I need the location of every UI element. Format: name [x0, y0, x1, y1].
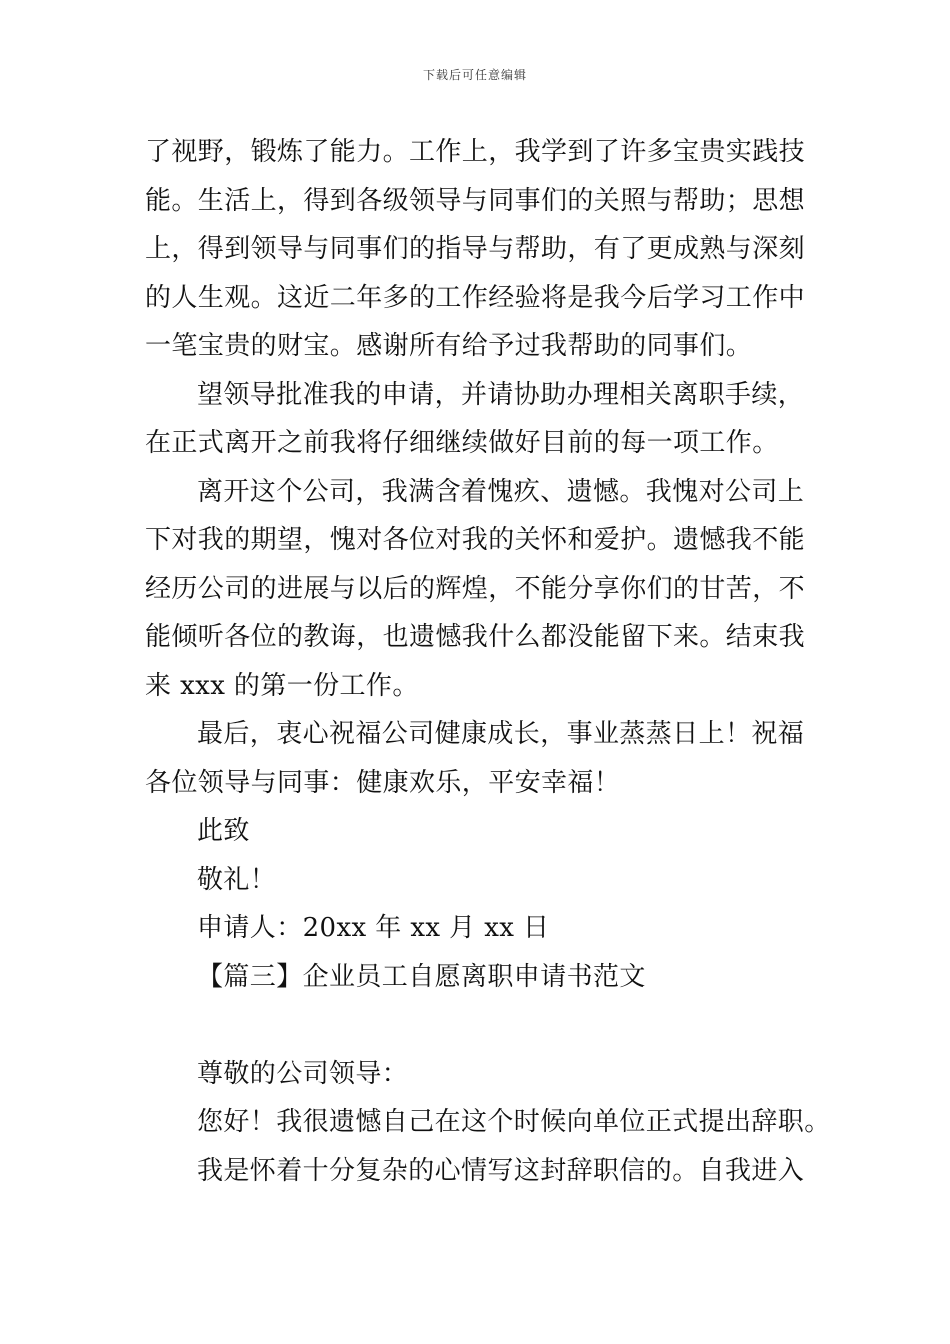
closing-line: 此致: [197, 816, 250, 846]
salutation-line: 敬礼！: [197, 864, 277, 895]
paragraph-line: 望领导批准我的申请，并请协助办理相关离职手续，: [197, 379, 805, 410]
paragraph-line: 的人生观。这近二年多的工作经验将是我今后学习工作中: [145, 282, 806, 313]
paragraph-line: 经历公司的进展与以后的辉煌，不能分享你们的甘苦，不: [145, 573, 806, 604]
paragraph-line: 在正式离开之前我将仔细继续做好目前的每一项工作。: [145, 428, 779, 458]
greeting-line: 尊敬的公司领导：: [197, 1058, 409, 1089]
paragraph-line: 上，得到领导与同事们的指导与帮助，有了更成熟与深刻: [145, 234, 806, 264]
signature-line: 申请人：20xx 年 xx 月 xx 日: [197, 913, 550, 943]
paragraph-line: 一笔宝贵的财宝。感谢所有给予过我帮助的同事们。: [145, 331, 753, 361]
paragraph-line: 最后，衷心祝福公司健康成长，事业蒸蒸日上！祝福: [197, 719, 805, 749]
paragraph-line: 您好！我很遗憾自己在这个时候向单位正式提出辞职。: [197, 1107, 831, 1137]
paragraph-line: 下对我的期望，愧对各位对我的关怀和爱护。遗憾我不能: [145, 525, 806, 555]
paragraph-line: 来 xxx 的第一份工作。: [145, 670, 419, 701]
paragraph-line: 能倾听各位的教诲，也遗憾我什么都没能留下来。结束我: [145, 622, 806, 652]
document-body: [145, 128, 831, 1195]
paragraph-line: 能。生活上，得到各级领导与同事们的关照与帮助；思想: [145, 185, 806, 216]
blank-line: [145, 1001, 810, 1050]
paragraph-line: 各位领导与同事：健康欢乐，平安幸福！: [145, 767, 621, 798]
paragraph-line: 离开这个公司，我满含着愧疚、遗憾。我愧对公司上: [197, 476, 805, 507]
paragraph-line: 了视野，锻炼了能力。工作上，我学到了许多宝贵实践技: [145, 137, 806, 167]
section-title: 【篇三】企业员工自愿离职申请书范文: [197, 961, 646, 992]
paragraph-line: 我是怀着十分复杂的心情写这封辞职信的。自我进入: [197, 1155, 805, 1186]
page-header: 下载后可任意编辑: [422, 68, 527, 82]
